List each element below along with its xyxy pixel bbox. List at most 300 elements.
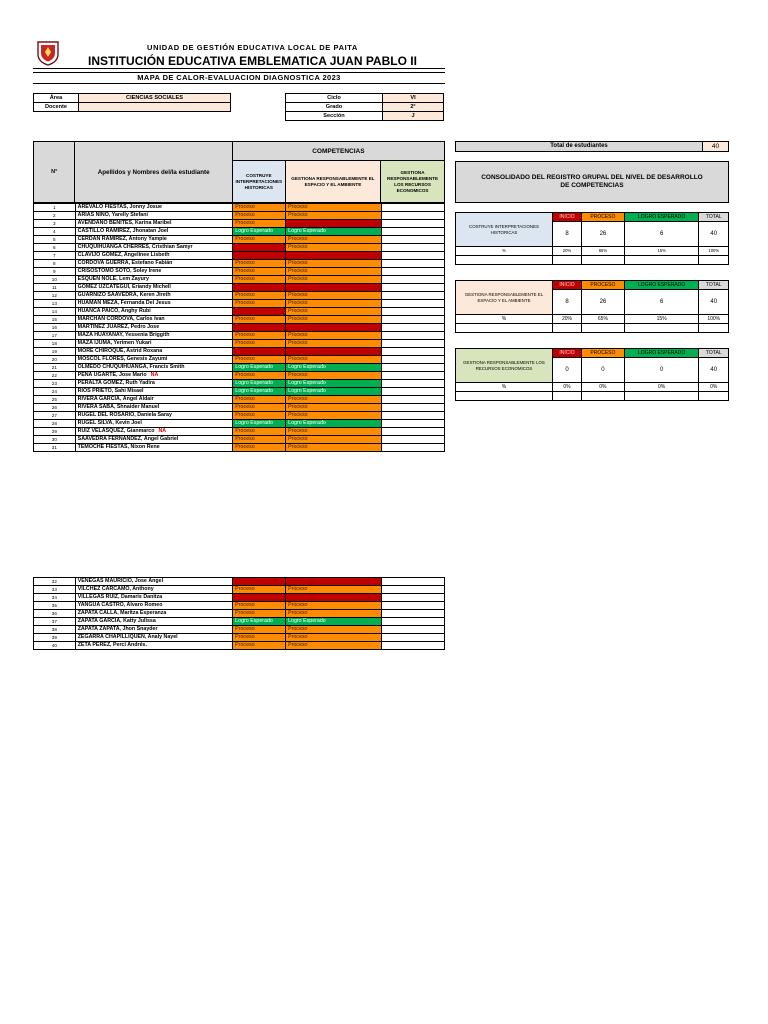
student-row <box>34 316 445 324</box>
comp2-level: Proceso <box>286 396 381 404</box>
comp3-level <box>381 396 444 404</box>
comp1-level: Inicio <box>233 244 286 252</box>
student-name-cell <box>75 444 233 452</box>
block3-count-inicio: 0 <box>553 358 582 383</box>
comp3-level <box>381 412 444 420</box>
comp2-level: Inicio <box>286 578 381 586</box>
institution-name: INSTITUCIÓN EDUCATIVA EMBLEMATICA JUAN PABLO II <box>88 54 417 68</box>
summary-title: CONSOLIDADO DEL REGISTRO GRUPAL DEL NIVEL DE DESARROLLO DE COMPETENCIAS <box>456 162 729 203</box>
student-name: MAZA IJUMA, Yerimen Yukari <box>77 340 152 346</box>
area-value: CIENCIAS SOCIALES <box>79 94 231 103</box>
comp1-level: Proceso <box>233 602 286 610</box>
comp2-level: Proceso <box>286 332 381 340</box>
comp2-header: GESTIONA RESPONSABLEMENTE EL ESPACIO Y EL AMBIENTE <box>285 161 380 203</box>
comp1-level: Proceso <box>233 428 286 436</box>
comp3-level <box>381 436 444 444</box>
comp3-level <box>381 212 444 220</box>
block2-count-total: 40 <box>699 290 729 315</box>
student-name: CHUQUIHUANGA CHERRES, Cristhian Samyr <box>77 244 193 250</box>
block3-col-inicio: INICIO <box>553 349 582 358</box>
comp1-level: Proceso <box>233 332 286 340</box>
comp2-level: Proceso <box>286 268 381 276</box>
student-name: RUGEL SILVA, Kevin Joel <box>77 420 142 426</box>
comp3-level <box>381 276 444 284</box>
student-number: 30 <box>34 436 76 444</box>
block2-pct-logro: 15% <box>624 315 699 324</box>
docente-value <box>79 103 231 112</box>
student-name-cell <box>75 308 233 316</box>
block3-pct-total: 0% <box>699 383 729 392</box>
student-name: MARTINEZ JUAREZ, Pedro Jose <box>77 324 160 330</box>
comp1-level: Proceso <box>233 412 286 420</box>
comp1-level: Logro Esperado <box>233 228 286 236</box>
comp1-level: Proceso <box>233 236 286 244</box>
comp3-level <box>381 300 444 308</box>
block2-pct-label: % <box>456 315 553 324</box>
comp3-level <box>381 268 444 276</box>
comp1-level: Proceso <box>233 444 286 452</box>
student-row <box>34 420 445 428</box>
comp1-level: Proceso <box>233 610 286 618</box>
comp1-level: Inicio <box>233 284 286 292</box>
student-number: 6 <box>34 244 76 252</box>
comp1-level: Inicio <box>233 594 286 602</box>
comp1-level: Proceso <box>233 260 286 268</box>
student-name-cell <box>75 276 233 284</box>
total-students-table <box>455 141 729 152</box>
student-row <box>34 300 445 308</box>
comp3-level <box>381 292 444 300</box>
competencias-header: COMPETENCIAS <box>232 142 444 161</box>
student-number: 39 <box>34 634 76 642</box>
block2-pct-inicio: 20% <box>553 315 582 324</box>
seccion-value: J <box>383 112 444 121</box>
comp3-level <box>381 308 444 316</box>
student-number: 16 <box>34 324 76 332</box>
student-row <box>34 292 445 300</box>
comp3-level <box>381 340 444 348</box>
comp1-level: Proceso <box>233 204 286 212</box>
student-row <box>34 204 445 212</box>
comp3-level <box>381 244 444 252</box>
student-name-cell <box>75 332 233 340</box>
student-number: 21 <box>34 364 76 372</box>
student-name: CASTILLO RAMIREZ, Jhonatan Joel <box>77 228 169 234</box>
student-name-cell <box>75 292 233 300</box>
block3-label: GESTIONA RESPONSABLEMENTE LOS RECURSOS ECONOMICOS <box>456 349 553 383</box>
student-name: ARIAS NIÑO, Yarelly Stefani <box>77 212 148 218</box>
student-number: 4 <box>34 228 76 236</box>
comp3-level <box>381 348 444 356</box>
student-number: 9 <box>34 268 76 276</box>
student-name-cell <box>75 204 233 212</box>
block1-count-total: 40 <box>699 222 729 247</box>
comp3-level <box>381 364 444 372</box>
student-number: 28 <box>34 420 76 428</box>
comp2-level: Inicio <box>286 284 381 292</box>
comp3-level <box>381 356 444 364</box>
comp1-level: Inicio <box>233 578 286 586</box>
comp1-level: Proceso <box>233 300 286 308</box>
seccion-label: Sección <box>286 112 383 121</box>
comp3-level <box>381 618 444 626</box>
ciclo-grado-table <box>285 93 444 121</box>
student-name-cell <box>75 412 233 420</box>
comp2-level: Proceso <box>286 340 381 348</box>
student-number: 40 <box>34 642 76 650</box>
student-name: PEÑA UGARTE, Jose Mario <box>77 372 147 378</box>
comp3-level <box>381 236 444 244</box>
comp2-level: Proceso <box>286 428 381 436</box>
students-table-page2 <box>33 577 445 650</box>
student-name-cell <box>75 324 233 332</box>
student-number: 7 <box>34 252 76 260</box>
na-flag: NA <box>150 372 159 378</box>
student-name-cell <box>75 236 233 244</box>
summary-block-2 <box>455 280 729 333</box>
student-name: ZAPATA GARCIA, Katty Julissa <box>77 618 156 624</box>
student-name: MORE CHIROQUE, Astrid Roxana <box>77 348 163 354</box>
student-row <box>34 364 445 372</box>
student-row <box>34 372 445 380</box>
student-number: 1 <box>34 204 76 212</box>
comp3-level <box>381 594 444 602</box>
student-name-cell <box>75 626 232 634</box>
student-number: 27 <box>34 412 76 420</box>
student-row <box>34 428 445 436</box>
student-name: GUARNIZO SAAVEDRA, Keren Jireth <box>77 292 171 298</box>
comp2-level: Inicio <box>286 348 381 356</box>
student-number: 8 <box>34 260 76 268</box>
student-row <box>34 586 445 594</box>
block2-col-proceso: PROCESO <box>581 281 624 290</box>
ugel-name: UNIDAD DE GESTIÓN EDUCATIVA LOCAL DE PAITA <box>147 43 358 52</box>
comp3-level <box>381 602 444 610</box>
student-row <box>34 324 445 332</box>
students-table <box>33 203 445 452</box>
comp3-level <box>381 204 444 212</box>
comp3-level <box>381 228 444 236</box>
summary-title-table <box>455 161 729 203</box>
student-number: 24 <box>34 388 76 396</box>
student-number: 36 <box>34 610 76 618</box>
comp3-level <box>381 252 444 260</box>
student-number: 32 <box>34 578 76 586</box>
comp2-level: Proceso <box>286 292 381 300</box>
student-name-cell <box>75 364 233 372</box>
student-number: 2 <box>34 212 76 220</box>
student-number: 37 <box>34 618 76 626</box>
student-name-cell <box>75 228 233 236</box>
comp2-level: Logro Esperado <box>286 364 381 372</box>
comp1-level: Logro Esperado <box>233 618 286 626</box>
student-number: 13 <box>34 300 76 308</box>
student-name: GOMEZ UZCATEGUI, Eriandy Michell <box>77 284 171 290</box>
student-number: 3 <box>34 220 76 228</box>
comp3-level <box>381 324 444 332</box>
ciclo-value: VI <box>383 94 444 103</box>
area-docente-table <box>33 93 231 112</box>
student-row <box>34 220 445 228</box>
student-name-cell <box>75 316 233 324</box>
comp2-level: Proceso <box>286 412 381 420</box>
student-number: 38 <box>34 626 76 634</box>
comp1-level: Proceso <box>233 316 286 324</box>
comp3-level <box>381 626 444 634</box>
report-title: MAPA DE CALOR-EVALUACION DIAGNOSTICA 2023 <box>33 72 445 84</box>
comp1-level: Proceso <box>233 404 286 412</box>
comp3-level <box>381 284 444 292</box>
student-name-cell <box>75 252 233 260</box>
student-name: ZEGARRA CHAPILLIQUEN, Analy Nayel <box>77 634 178 640</box>
student-number: 23 <box>34 380 76 388</box>
student-row <box>34 436 445 444</box>
comp2-level: Proceso <box>286 316 381 324</box>
name-header: Apellidos y Nombres del/la estudiante <box>75 142 232 203</box>
comp3-level <box>381 444 444 452</box>
summary-block-1 <box>455 212 729 265</box>
comp3-level <box>381 332 444 340</box>
comp2-level: Inicio <box>286 324 381 332</box>
student-name-cell <box>75 404 233 412</box>
student-row <box>34 396 445 404</box>
student-row <box>34 642 445 650</box>
student-name-cell <box>75 634 232 642</box>
student-row <box>34 380 445 388</box>
comp2-level: Logro Esperado <box>286 618 381 626</box>
student-row <box>34 618 445 626</box>
student-name: TEMOCHE FIESTAS, Nixon Rene <box>77 444 160 450</box>
school-crest-icon <box>36 40 60 66</box>
student-number: 20 <box>34 356 76 364</box>
block2-pct-total: 100% <box>699 315 729 324</box>
student-row <box>34 260 445 268</box>
comp2-level: Proceso <box>286 444 381 452</box>
student-name: CLAVIJO GOMEZ, Angelinee Lisbeth <box>77 252 170 258</box>
student-name: VILCHEZ CARCAMO, Anthony <box>77 586 154 592</box>
student-row <box>34 404 445 412</box>
comp2-level: Logro Esperado <box>286 388 381 396</box>
comp2-level: Logro Esperado <box>286 420 381 428</box>
comp2-level: Logro Esperado <box>286 380 381 388</box>
block1-pct-label: % <box>456 247 553 256</box>
ciclo-label: Ciclo <box>286 94 383 103</box>
comp3-level <box>381 316 444 324</box>
student-number: 31 <box>34 444 76 452</box>
student-row <box>34 388 445 396</box>
student-name: AREVALO FIESTAS, Jonny Josue <box>77 204 162 210</box>
comp1-level: Inicio <box>233 324 286 332</box>
block2-pct-proceso: 65% <box>581 315 624 324</box>
block3-col-logro: LOGRO ESPERADO <box>624 349 699 358</box>
student-name: CRISOSTOMO SOTO, Soley Irene <box>77 268 162 274</box>
comp3-level <box>381 220 444 228</box>
block1-pct-total: 100% <box>699 247 729 256</box>
block1-count-inicio: 8 <box>553 222 582 247</box>
comp3-level <box>381 586 444 594</box>
student-name-cell <box>75 586 232 594</box>
comp2-level: Proceso <box>286 212 381 220</box>
comp2-level: Proceso <box>286 244 381 252</box>
header-divider <box>33 68 445 69</box>
docente-label: Docente <box>34 103 79 112</box>
student-name: ZAPATA ZAPATA, Jhon Snayder <box>77 626 158 632</box>
total-students-value: 40 <box>703 142 729 152</box>
student-row <box>34 634 445 642</box>
student-name: MAZA HUAYANAY, Yessenia Briggith <box>77 332 170 338</box>
student-name: MOSCOL FLORES, Genesis Zayumi <box>77 356 168 362</box>
student-name-cell <box>75 388 233 396</box>
block1-col-inicio: INICIO <box>553 213 582 222</box>
student-name: YANGUA CASTRO, Alvaro Romeo <box>77 602 163 608</box>
student-row <box>34 412 445 420</box>
comp3-level <box>381 578 444 586</box>
student-name-cell <box>75 220 233 228</box>
student-row <box>34 252 445 260</box>
comp2-level: Inicio <box>286 594 381 602</box>
comp1-level: Proceso <box>233 340 286 348</box>
area-label: Área <box>34 94 79 103</box>
comp1-level: Inicio <box>233 348 286 356</box>
student-name: CERDAN RAMIREZ, Antony Yampie <box>77 236 167 242</box>
comp1-level: Proceso <box>233 642 286 650</box>
student-name: ZETA PEREZ, Perci Andrés. <box>77 642 147 648</box>
student-name-cell <box>75 284 233 292</box>
student-row <box>34 276 445 284</box>
student-name-cell <box>75 380 233 388</box>
block3-count-total: 40 <box>699 358 729 383</box>
block3-col-total: TOTAL <box>699 349 729 358</box>
comp1-level: Logro Esperado <box>233 380 286 388</box>
comp1-level: Inicio <box>233 252 286 260</box>
student-row <box>34 236 445 244</box>
comp3-level <box>381 420 444 428</box>
block3-count-logro: 0 <box>624 358 699 383</box>
comp1-level: Proceso <box>233 220 286 228</box>
comp1-level: Logro Esperado <box>233 388 286 396</box>
comp3-level <box>381 642 444 650</box>
student-name: MARCHAN CORDOVA, Carlos Ivan <box>77 316 165 322</box>
comp1-header: COSTRUYE INTERPRETACIONES HISTORICAS <box>232 161 285 203</box>
student-name-cell <box>75 340 233 348</box>
block2-count-logro: 6 <box>624 290 699 315</box>
student-number: 25 <box>34 396 76 404</box>
student-row <box>34 610 445 618</box>
comp1-level: Proceso <box>233 212 286 220</box>
student-name: RUIZ VELASQUEZ, Gianmarco <box>77 428 155 434</box>
student-name: PERALTA GOMEZ, Ruth Yadira <box>77 380 155 386</box>
comp1-level: Inicio <box>233 308 286 316</box>
comp2-level: Proceso <box>286 404 381 412</box>
student-number: 26 <box>34 404 76 412</box>
student-name-cell <box>75 578 232 586</box>
students-header <box>33 141 445 203</box>
student-row <box>34 356 445 364</box>
student-name: RUGEL DEL ROSARIO, Daniela Saray <box>77 412 172 418</box>
comp2-level: Proceso <box>286 372 381 380</box>
comp3-level <box>381 260 444 268</box>
student-number: 11 <box>34 284 76 292</box>
student-name-cell <box>75 618 232 626</box>
student-row <box>34 308 445 316</box>
student-name: AVENDAÑO BENITES, Karina Maribel <box>77 220 172 226</box>
comp1-level: Proceso <box>233 276 286 284</box>
student-row <box>34 444 445 452</box>
block1-pct-logro: 15% <box>624 247 699 256</box>
block2-col-inicio: INICIO <box>553 281 582 290</box>
comp1-level: Proceso <box>233 626 286 634</box>
comp1-level: Proceso <box>233 356 286 364</box>
student-name-cell <box>75 396 233 404</box>
comp2-level: Proceso <box>286 204 381 212</box>
comp3-level <box>381 372 444 380</box>
comp2-level: Proceso <box>286 236 381 244</box>
comp2-level: Proceso <box>286 642 381 650</box>
student-name: ZAPATA CALLA, Maritza Esperanza <box>77 610 167 616</box>
comp2-level: Inicio <box>286 220 381 228</box>
comp1-level: Proceso <box>233 372 286 380</box>
comp3-level <box>381 610 444 618</box>
comp2-level: Proceso <box>286 308 381 316</box>
comp2-level: Proceso <box>286 276 381 284</box>
comp3-level <box>381 634 444 642</box>
student-row <box>34 626 445 634</box>
student-row <box>34 594 445 602</box>
student-number: 19 <box>34 348 76 356</box>
student-name-cell <box>75 348 233 356</box>
student-name-cell <box>75 602 232 610</box>
student-name: ESQUEN NOLE, Lem Zayury <box>77 276 149 282</box>
student-row <box>34 244 445 252</box>
student-name: RIOS PRIETO, Sahi Misael <box>77 388 144 394</box>
comp1-level: Proceso <box>233 396 286 404</box>
block1-pct-proceso: 65% <box>581 247 624 256</box>
comp2-level: Proceso <box>286 602 381 610</box>
student-name: RIVERA GARCIA, Ángel Aldair <box>77 396 154 402</box>
student-number: 18 <box>34 340 76 348</box>
student-row <box>34 212 445 220</box>
comp3-header: GESTIONA RESPONSABLEMENTE LOS RECURSOS ECONOMICOS <box>381 161 445 203</box>
num-header: N° <box>34 142 75 203</box>
comp2-level: Logro Esperado <box>286 228 381 236</box>
student-name-cell <box>75 356 233 364</box>
student-row <box>34 268 445 276</box>
comp1-level: Proceso <box>233 436 286 444</box>
student-name-cell <box>75 436 233 444</box>
student-number: 29 <box>34 428 76 436</box>
comp1-level: Proceso <box>233 634 286 642</box>
student-name: VENEGAS MAURICIO, Jose Ángel <box>77 578 164 584</box>
student-number: 35 <box>34 602 76 610</box>
student-name-cell <box>75 428 233 436</box>
comp2-level: Proceso <box>286 300 381 308</box>
block3-pct-proceso: 0% <box>581 383 624 392</box>
comp2-level: Proceso <box>286 634 381 642</box>
student-name: VILLEGAS RUIZ, Damaris Danitza <box>77 594 163 600</box>
student-name-cell <box>75 372 233 380</box>
student-name-cell <box>75 420 233 428</box>
na-flag: NA <box>158 428 167 434</box>
block2-count-proceso: 26 <box>581 290 624 315</box>
student-number: 5 <box>34 236 76 244</box>
student-name-cell <box>75 212 233 220</box>
block3-pct-logro: 0% <box>624 383 699 392</box>
block1-count-proceso: 26 <box>581 222 624 247</box>
comp2-level: Proceso <box>286 586 381 594</box>
block1-col-proceso: PROCESO <box>581 213 624 222</box>
student-number: 12 <box>34 292 76 300</box>
student-number: 15 <box>34 316 76 324</box>
